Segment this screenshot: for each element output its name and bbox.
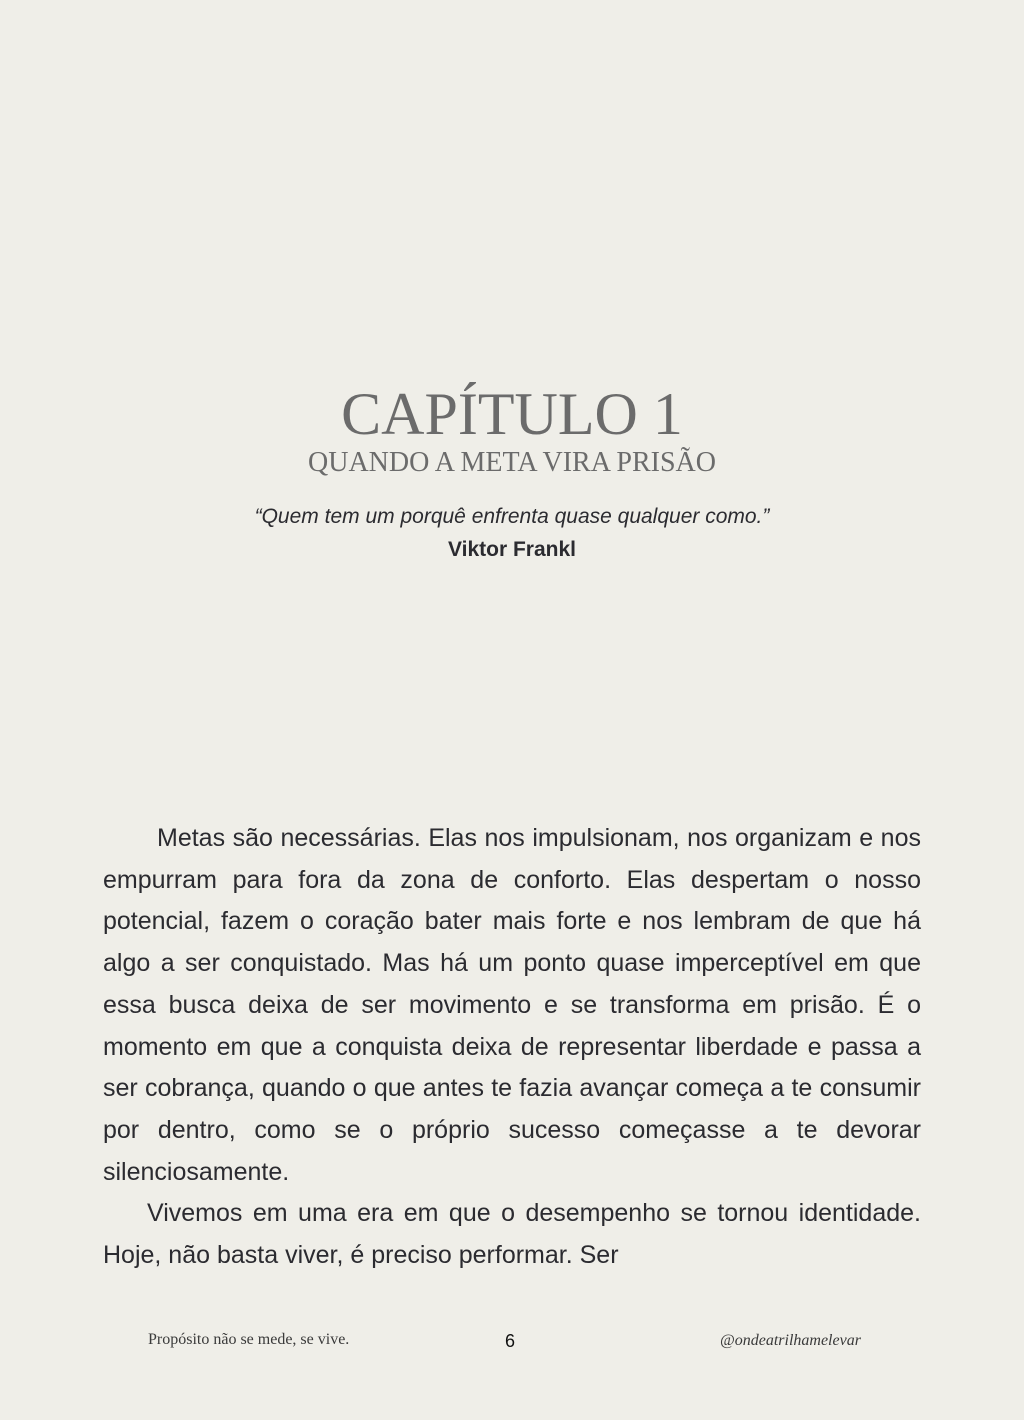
epigraph-quote: “Quem tem um porquê enfrenta quase qualquer como.” [254,505,770,528]
footer-tagline: Propósito não se mede, se vive. [148,1331,350,1348]
chapter-subtitle: QUANDO A META VIRA PRISÃO [308,447,716,478]
body-paragraph: Metas são necessárias. Elas nos impulsionam, nos organizam e nos empurram para fora da zona de conforto. Elas despertam o nosso potencial, fazem o coração bater mais forte e nos lembram de que há algo a ser conquistado. Mas há um ponto quase imperceptível em que essa busca deixa de ser movimento e se transforma em prisão. É o momento em que a conquista deixa de representar liberdade e passa a ser cobrança, quando o que antes te fazia avançar começa a te consumir por dentro, como se o próprio sucesso começasse a te devorar silenciosamente. [103,824,921,1186]
footer-handle: @ondeatrilhamelevar [720,1332,861,1349]
page-number: 6 [505,1331,516,1351]
chapter-title: CAPÍTULO 1 [341,381,683,447]
body-paragraph: Vivemos em uma era em que o desempenho se tornou identidade. Hoje, não basta viver, é preciso performar. Ser [103,1199,921,1270]
epigraph-author: Viktor Frankl [448,538,576,561]
body-text [103,818,921,1277]
